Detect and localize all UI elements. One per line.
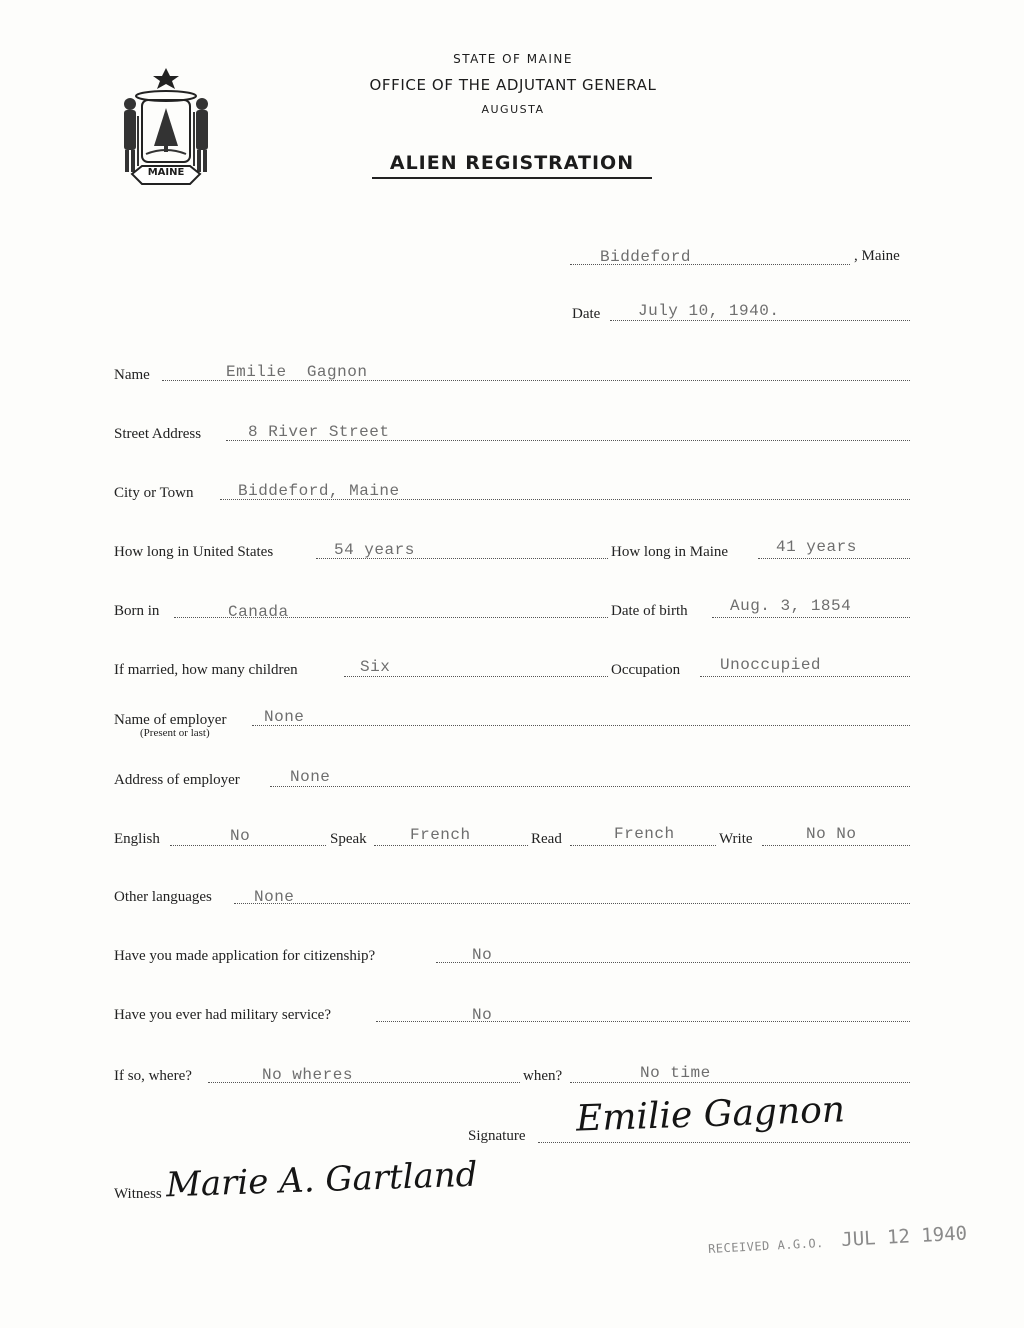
signature-line bbox=[538, 1142, 910, 1143]
header-state: STATE OF MAINE bbox=[453, 52, 573, 66]
occupation-label: Occupation bbox=[611, 662, 681, 678]
city-value: Biddeford, Maine bbox=[238, 482, 400, 500]
children-line bbox=[344, 676, 608, 677]
when-line bbox=[570, 1082, 910, 1083]
maine-duration-line bbox=[758, 558, 910, 559]
seal-banner-text: MAINE bbox=[147, 167, 185, 178]
citizenship-value: No bbox=[472, 946, 493, 964]
write-value: No No bbox=[806, 825, 857, 843]
dob-line bbox=[712, 617, 910, 618]
header-office: OFFICE OF THE ADJUTANT GENERAL bbox=[369, 76, 657, 94]
employer-name-sublabel: (Present or last) bbox=[140, 727, 210, 739]
date-label: Date bbox=[572, 306, 601, 322]
date-value: July 10, 1940. bbox=[638, 302, 780, 320]
speak-label: Speak bbox=[330, 831, 367, 847]
state-seal-icon bbox=[112, 66, 220, 190]
maine-duration-value: 41 years bbox=[776, 538, 857, 556]
read-line bbox=[570, 845, 716, 846]
employer-address-label: Address of employer bbox=[114, 772, 240, 788]
witness-signature: Marie A. Gartland bbox=[165, 1154, 479, 1206]
form-title: ALIEN REGISTRATION bbox=[389, 152, 635, 174]
other-languages-value: None bbox=[254, 888, 295, 906]
name-label: Name bbox=[114, 367, 150, 383]
street-label: Street Address bbox=[114, 426, 202, 442]
other-languages-line bbox=[234, 903, 910, 904]
applicant-signature: Emilie Gagnon bbox=[575, 1089, 846, 1140]
received-stamp-date: JUL 12 1940 bbox=[840, 1222, 968, 1251]
when-label: when? bbox=[523, 1068, 563, 1084]
signature-label: Signature bbox=[468, 1128, 526, 1144]
header-city: AUGUSTA bbox=[481, 103, 545, 116]
us-duration-label: How long in United States bbox=[114, 544, 274, 560]
citizenship-line bbox=[436, 962, 910, 963]
street-value: 8 River Street bbox=[248, 423, 390, 441]
employer-address-line bbox=[270, 786, 910, 787]
when-value: No time bbox=[640, 1064, 711, 1082]
maine-duration-label: How long in Maine bbox=[611, 544, 729, 560]
children-label: If married, how many children bbox=[114, 662, 298, 678]
place-value: Biddeford bbox=[600, 248, 691, 266]
english-line bbox=[170, 845, 326, 846]
employer-name-line bbox=[252, 725, 910, 726]
write-line bbox=[762, 845, 910, 846]
born-in-label: Born in bbox=[114, 603, 160, 619]
us-duration-value: 54 years bbox=[334, 541, 415, 559]
other-languages-label: Other languages bbox=[114, 889, 212, 905]
english-label: English bbox=[114, 831, 160, 847]
military-line bbox=[376, 1021, 910, 1022]
citizenship-label: Have you made application for citizenship? bbox=[114, 948, 376, 964]
occupation-line bbox=[700, 676, 910, 677]
dob-label: Date of birth bbox=[611, 603, 688, 619]
place-suffix: , Maine bbox=[854, 248, 900, 264]
children-value: Six bbox=[360, 658, 391, 676]
occupation-value: Unoccupied bbox=[720, 656, 822, 674]
date-line bbox=[610, 320, 910, 321]
name-value: Emilie Gagnon bbox=[226, 363, 368, 381]
dob-value: Aug. 3, 1854 bbox=[730, 597, 852, 615]
speak-value: French bbox=[410, 826, 471, 844]
where-label: If so, where? bbox=[114, 1068, 192, 1084]
employer-name-label: Name of employer bbox=[114, 712, 227, 728]
english-value: No bbox=[230, 827, 251, 845]
speak-line bbox=[374, 845, 528, 846]
where-line bbox=[208, 1082, 520, 1083]
military-label: Have you ever had military service? bbox=[114, 1007, 331, 1023]
read-label: Read bbox=[531, 831, 562, 847]
witness-label: Witness bbox=[114, 1186, 162, 1202]
received-stamp bbox=[707, 1222, 967, 1258]
born-in-value: Canada bbox=[228, 603, 289, 621]
employer-address-value: None bbox=[290, 768, 331, 786]
title-underline bbox=[372, 177, 652, 179]
where-value: No wheres bbox=[262, 1066, 353, 1084]
employer-name-value: None bbox=[264, 708, 305, 726]
read-value: French bbox=[614, 825, 675, 843]
write-label: Write bbox=[719, 831, 753, 847]
city-label: City or Town bbox=[114, 485, 194, 501]
received-stamp-text: RECEIVED A.G.O. bbox=[707, 1235, 825, 1256]
military-value: No bbox=[472, 1006, 493, 1024]
